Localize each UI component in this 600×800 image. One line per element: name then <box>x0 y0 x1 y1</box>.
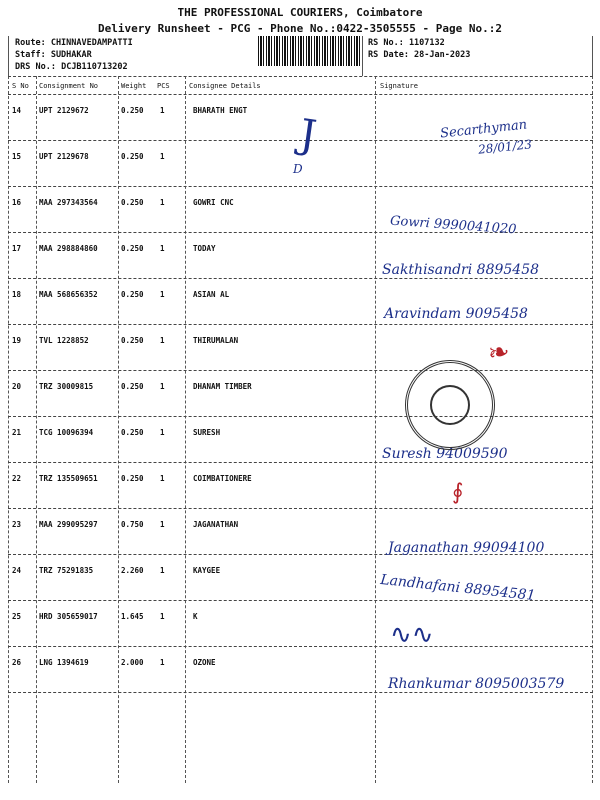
signature-row-24: Landhafani 88954581 <box>379 571 537 605</box>
cell-sno: 14 <box>12 106 22 115</box>
document-title: THE PROFESSIONAL COURIERS, Coimbatore <box>177 6 423 19</box>
drs-value: DCJB110713202 <box>61 62 128 72</box>
cell-weight: 0.250 <box>121 198 144 207</box>
signature-row-17: Sakthisandri 8895458 <box>382 262 540 278</box>
signature-row-23: Jaganathan 99094100 <box>388 540 545 556</box>
signature-row-26: Rhankumar 8095003579 <box>388 676 565 692</box>
red-signature-scribble: ❧ <box>485 336 513 370</box>
cell-consignment-no: MAA 299095297 <box>39 520 98 529</box>
cell-weight: 0.250 <box>121 382 144 391</box>
cell-pcs: 1 <box>160 382 165 391</box>
cell-consignee: SURESH <box>193 428 221 437</box>
cell-pcs: 1 <box>160 198 165 207</box>
cell-weight: 0.250 <box>121 244 144 253</box>
row-separator <box>8 324 593 325</box>
cell-pcs: 1 <box>160 152 165 161</box>
cell-pcs: 1 <box>160 658 165 667</box>
cell-sno: 22 <box>12 474 22 483</box>
col-header-consignment: Consignment No <box>39 82 99 90</box>
meta-border-right <box>592 36 593 76</box>
cell-weight: 0.250 <box>121 106 144 115</box>
cell-sno: 25 <box>12 612 22 621</box>
cell-consignment-no: TVL 1228852 <box>39 336 89 345</box>
cell-pcs: 1 <box>160 106 165 115</box>
stamp-center <box>430 385 470 425</box>
cell-consignment-no: TRZ 30009815 <box>39 382 94 391</box>
row-separator <box>8 646 593 647</box>
row-separator <box>8 186 593 187</box>
cell-weight: 2.260 <box>121 566 144 575</box>
cell-consignment-no: MAA 298884860 <box>39 244 98 253</box>
company-stamp <box>405 360 495 450</box>
cell-weight: 0.250 <box>121 428 144 437</box>
cell-sno: 24 <box>12 566 22 575</box>
staff-label: Staff: SUDHAKAR <box>15 50 92 60</box>
cell-weight: 0.250 <box>121 290 144 299</box>
row-separator <box>8 508 593 509</box>
cell-consignee: JAGANATHAN <box>193 520 239 529</box>
red-initials-row-22: ∮ <box>452 480 464 505</box>
cell-pcs: 1 <box>160 520 165 529</box>
table-row <box>0 464 600 508</box>
cell-weight: 0.750 <box>121 520 144 529</box>
table-row <box>0 372 600 416</box>
row-separator <box>8 462 593 463</box>
cell-consignee: BHARATH ENGT <box>193 106 248 115</box>
signature-row-21: Suresh 94009590 <box>382 446 508 462</box>
row-separator <box>8 416 593 417</box>
cell-consignment-no: TRZ 75291835 <box>39 566 94 575</box>
cell-consignee: TODAY <box>193 244 216 253</box>
cell-consignee: K <box>193 612 198 621</box>
cell-weight: 0.250 <box>121 152 144 161</box>
cell-sno: 26 <box>12 658 22 667</box>
cell-consignee: GOWRI CNC <box>193 198 234 207</box>
col-header-signature: Signature <box>380 82 418 90</box>
meta-border-left <box>8 36 9 76</box>
cell-consignment-no: HRD 305659017 <box>39 612 98 621</box>
row-separator <box>8 370 593 371</box>
handwritten-mark-j: J <box>296 111 320 159</box>
cell-pcs: 1 <box>160 474 165 483</box>
rs-date: RS Date: 28-Jan-2023 <box>368 50 471 60</box>
cell-consignee: THIRUMALAN <box>193 336 239 345</box>
cell-consignment-no: TRZ 135509651 <box>39 474 98 483</box>
cell-sno: 20 <box>12 382 22 391</box>
cell-pcs: 1 <box>160 336 165 345</box>
cell-pcs: 1 <box>160 290 165 299</box>
cell-sno: 19 <box>12 336 22 345</box>
col-header-consignee: Consignee Details <box>189 82 261 90</box>
cell-consignment-no: MAA 297343564 <box>39 198 98 207</box>
col-header-weight: Weight <box>121 82 147 90</box>
signature-scribble-row-25: ∿∿ <box>390 620 434 650</box>
cell-sno: 18 <box>12 290 22 299</box>
cell-sno: 15 <box>12 152 22 161</box>
barcode <box>258 36 362 66</box>
signature-row-18: Aravindam 9095458 <box>384 306 528 322</box>
cell-sno: 23 <box>12 520 22 529</box>
cell-sno: 17 <box>12 244 22 253</box>
cell-consignee: ASIAN AL <box>193 290 230 299</box>
col-header-sno: S No <box>12 82 29 90</box>
cell-sno: 16 <box>12 198 22 207</box>
col-header-pcs: PCS <box>157 82 170 90</box>
drs-number <box>15 62 128 72</box>
row-separator <box>8 692 593 693</box>
cell-consignee: DHANAM TIMBER <box>193 382 252 391</box>
cell-consignment-no: LNG 1394619 <box>39 658 89 667</box>
cell-consignment-no: TCG 10096394 <box>39 428 94 437</box>
meta-border-middle <box>362 36 363 76</box>
cell-weight: 2.000 <box>121 658 144 667</box>
cell-weight: 0.250 <box>121 474 144 483</box>
cell-consignee: COIMBATIONERE <box>193 474 252 483</box>
handwritten-mark-d: D <box>293 162 303 176</box>
cell-consignment-no: UPT 2129672 <box>39 106 89 115</box>
cell-pcs: 1 <box>160 428 165 437</box>
row-separator <box>8 278 593 279</box>
route-label: Route: CHINNAVEDAMPATTI <box>15 38 133 48</box>
rs-number: RS No.: 1107132 <box>368 38 445 48</box>
cell-consignment-no: UPT 2129678 <box>39 152 89 161</box>
table-row <box>0 418 600 462</box>
document-subtitle: Delivery Runsheet - PCG - Phone No.:0422-3505555 - Page No.:2 <box>98 22 502 35</box>
cell-consignee: KAYGEE <box>193 566 221 575</box>
table-row <box>0 602 600 646</box>
cell-consignee: OZONE <box>193 658 216 667</box>
cell-pcs: 1 <box>160 566 165 575</box>
cell-sno: 21 <box>12 428 22 437</box>
drs-label: DRS No.: <box>15 62 56 72</box>
header-top-line <box>8 76 593 77</box>
cell-weight: 0.250 <box>121 336 144 345</box>
signature-date-row-15: 28/01/23 <box>477 137 533 157</box>
cell-pcs: 1 <box>160 244 165 253</box>
cell-pcs: 1 <box>160 612 165 621</box>
cell-consignment-no: MAA 568656352 <box>39 290 98 299</box>
signature-row-15: Secarthyman <box>439 117 528 142</box>
cell-weight: 1.645 <box>121 612 144 621</box>
header-bottom-line <box>8 94 593 95</box>
signature-row-16: Gowri 9990041020 <box>389 213 517 238</box>
